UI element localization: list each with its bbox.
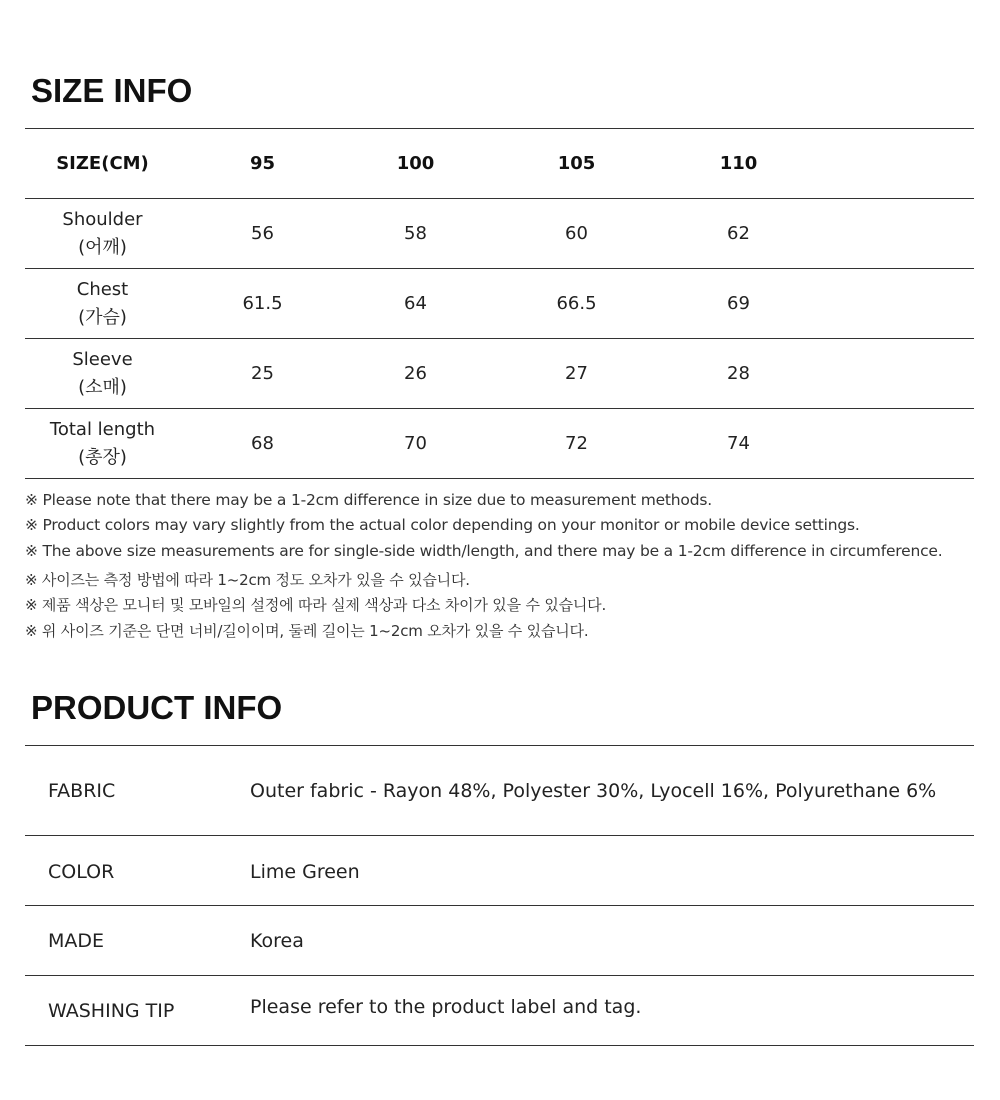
size-value: 26 <box>404 362 427 384</box>
row-label-kr: (가슴) <box>78 306 127 328</box>
note-measurement-kr: ※ 사이즈는 측정 방법에 따라 1~2cm 정도 오차가 있을 수 있습니다. <box>25 571 470 589</box>
size-row-chest <box>25 269 974 339</box>
size-value: 58 <box>404 222 427 244</box>
product-value: Lime Green <box>250 861 360 883</box>
size-value: 28 <box>727 362 750 384</box>
product-info-title: PRODUCT INFO <box>31 689 283 726</box>
size-value: 74 <box>727 432 750 454</box>
size-value: 27 <box>565 362 588 384</box>
product-label: MADE <box>48 930 105 952</box>
row-label-kr: (총장) <box>78 446 127 468</box>
size-value: 61.5 <box>242 292 283 314</box>
row-label-en: Shoulder <box>62 208 143 230</box>
size-value: 70 <box>404 432 427 454</box>
row-label-en: Chest <box>76 278 129 300</box>
size-value: 68 <box>251 432 274 454</box>
size-row-shoulder <box>25 199 974 269</box>
size-value: 69 <box>727 292 750 314</box>
size-value: 66.5 <box>556 292 597 314</box>
product-label: FABRIC <box>48 780 116 802</box>
row-label-kr: (어깨) <box>78 236 127 258</box>
size-table-header <box>25 129 974 199</box>
product-row-color <box>25 836 974 906</box>
product-label: WASHING TIP <box>48 1000 175 1022</box>
header-cell-105: 105 <box>557 152 596 174</box>
row-label-kr: (소매) <box>78 376 127 398</box>
row-label-en: Sleeve <box>72 348 133 370</box>
product-value: Outer fabric - Rayon 48%, Polyester 30%, Lyocell 16%, Polyurethane 6% <box>250 780 937 802</box>
row-label <box>25 269 180 338</box>
header-cell-95: 95 <box>249 152 276 174</box>
note-color-kr: ※ 제품 색상은 모니터 및 모바일의 설정에 따라 실제 색상과 다소 차이가 있을 수 있습니다. <box>25 596 607 615</box>
row-label <box>25 199 180 268</box>
product-label: COLOR <box>48 861 115 883</box>
note-single-side-kr: ※ 위 사이즈 기준은 단면 너비/길이이며, 둘레 길이는 1~2cm 오차가 있을 수 있습니다. <box>25 621 589 640</box>
size-notes-en <box>25 488 985 564</box>
size-value: 60 <box>565 222 588 244</box>
size-value: 64 <box>404 292 427 314</box>
row-label <box>25 409 180 478</box>
product-row-fabric <box>25 746 974 836</box>
product-row-washing-tip <box>25 976 974 1046</box>
size-notes-kr <box>25 568 985 644</box>
size-info-title: SIZE INFO <box>31 72 193 109</box>
header-cell-size: SIZE(CM) <box>56 152 149 174</box>
row-label <box>25 339 180 408</box>
size-value: 25 <box>251 362 274 384</box>
row-label-en: Total length <box>49 418 156 440</box>
size-table <box>25 128 974 479</box>
product-value: Korea <box>250 930 304 952</box>
note-measurement: ※ Please note that there may be a 1-2cm difference in size due to measurement methods. <box>25 491 712 509</box>
header-cell-110: 110 <box>719 152 758 174</box>
size-row-total-length <box>25 409 974 479</box>
note-single-side: ※ The above size measurements are for single-side width/length, and there may be a 1-2cm difference in circumference. <box>25 541 943 560</box>
size-row-sleeve <box>25 339 974 409</box>
product-value: Please refer to the product label and tag. <box>250 996 642 1018</box>
size-value: 56 <box>251 222 274 244</box>
product-table <box>25 745 974 1046</box>
size-value: 62 <box>727 222 750 244</box>
product-row-made <box>25 906 974 976</box>
header-cell-100: 100 <box>396 152 435 174</box>
size-value: 72 <box>565 432 588 454</box>
note-color: ※ Product colors may vary slightly from the actual color depending on your monitor or mobile device settings. <box>25 516 860 535</box>
